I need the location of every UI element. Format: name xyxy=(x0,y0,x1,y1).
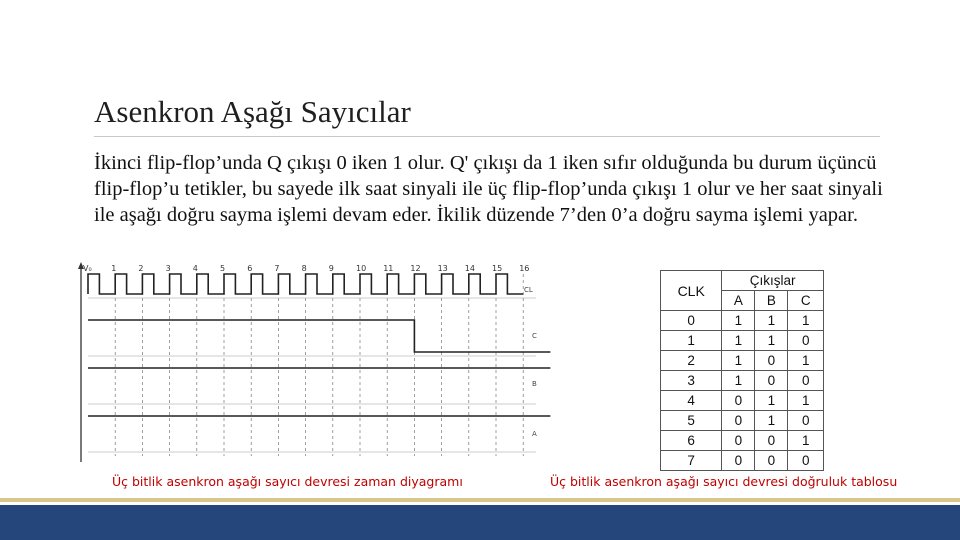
clock-number: 9 xyxy=(328,264,334,273)
signal-label: C xyxy=(532,332,537,340)
waveform-clock xyxy=(88,274,523,294)
clk-header: CLK xyxy=(661,271,722,311)
b-cell: 0 xyxy=(755,371,788,391)
clock-number: 10 xyxy=(356,264,367,273)
truth-row xyxy=(661,451,824,471)
table-caption: Üç bitlik asenkron aşağı sayıcı devresi doğruluk tablosu xyxy=(550,474,898,489)
column-header-b: B xyxy=(755,291,788,311)
waveform-row1 xyxy=(88,320,550,352)
clk-cell: 2 xyxy=(661,351,722,371)
b-cell: 0 xyxy=(755,451,788,471)
truth-row xyxy=(661,351,824,371)
clk-cell: 0 xyxy=(661,311,722,331)
clock-number: 8 xyxy=(301,264,307,273)
truth-row xyxy=(661,371,824,391)
body-paragraph: İkinci flip-flop’unda Q çıkışı 0 iken 1 olur. Q' çıkışı da 1 iken sıfır olduğunda bu durum üçüncü flip-flop’u tetikler, bu sayede ilk saat sinyali ile üç flip-flop’unda çıkışı 1 olur ve her saat sinyali ile aşağı doğru sayma işlemi devam eder. İkilik düzende 7’den 0’a doğru sayma işlemi yapar. xyxy=(94,152,883,226)
c-cell: 0 xyxy=(788,331,824,351)
b-cell: 1 xyxy=(755,311,788,331)
clk-cell: 5 xyxy=(661,411,722,431)
c-cell: 1 xyxy=(788,311,824,331)
signal-label: A xyxy=(532,430,537,438)
truth-row xyxy=(661,411,824,431)
clock-number: 12 xyxy=(410,264,421,273)
truth-row xyxy=(661,331,824,351)
truth-row xyxy=(661,431,824,451)
c-cell: 0 xyxy=(788,451,824,471)
clock-number: 5 xyxy=(220,264,226,273)
truth-row xyxy=(661,311,824,331)
a-cell: 0 xyxy=(722,391,755,411)
slide-title: Asenkron Aşağı Sayıcılar xyxy=(94,94,411,129)
a-cell: 1 xyxy=(722,331,755,351)
b-cell: 1 xyxy=(755,391,788,411)
signal-label: B xyxy=(532,380,537,388)
a-cell: 0 xyxy=(722,431,755,451)
b-cell: 0 xyxy=(755,431,788,451)
a-cell: 0 xyxy=(722,451,755,471)
a-cell: 1 xyxy=(722,351,755,371)
truth-header-row xyxy=(661,271,824,291)
column-header-c: C xyxy=(788,291,824,311)
truth-row xyxy=(661,391,824,411)
title-divider xyxy=(94,136,880,137)
b-cell: 0 xyxy=(755,351,788,371)
clock-number: 3 xyxy=(165,264,171,273)
b-cell: 1 xyxy=(755,411,788,431)
y-axis-label: V₀ xyxy=(83,264,92,273)
a-cell: 1 xyxy=(722,311,755,331)
clk-cell: 1 xyxy=(661,331,722,351)
truth-table-container xyxy=(660,270,824,469)
timing-diagram xyxy=(74,260,536,465)
a-cell: 0 xyxy=(722,411,755,431)
footer-bar xyxy=(0,505,960,540)
column-header-a: A xyxy=(722,291,755,311)
clock-number: 15 xyxy=(492,264,503,273)
c-cell: 1 xyxy=(788,391,824,411)
b-cell: 1 xyxy=(755,331,788,351)
c-cell: 1 xyxy=(788,351,824,371)
clk-cell: 3 xyxy=(661,371,722,391)
clk-cell: 6 xyxy=(661,431,722,451)
clock-number: 13 xyxy=(437,264,448,273)
c-cell: 1 xyxy=(788,431,824,451)
clk-cell: 4 xyxy=(661,391,722,411)
clock-number: 4 xyxy=(192,264,198,273)
clock-number: 7 xyxy=(274,264,280,273)
truth-table xyxy=(660,270,824,471)
footer-accent-line xyxy=(0,498,960,502)
clock-number: 1 xyxy=(111,264,117,273)
clock-number: 11 xyxy=(383,264,394,273)
signal-label: CL xyxy=(524,286,533,294)
clock-number: 2 xyxy=(138,264,144,273)
clock-number: 14 xyxy=(464,264,475,273)
c-cell: 0 xyxy=(788,411,824,431)
clk-cell: 7 xyxy=(661,451,722,471)
a-cell: 1 xyxy=(722,371,755,391)
diagram-caption: Üç bitlik asenkron aşağı sayıcı devresi zaman diyagramı xyxy=(112,474,463,489)
clock-number: 6 xyxy=(247,264,253,273)
outputs-header: Çıkışlar xyxy=(722,271,824,291)
clock-number: 16 xyxy=(519,264,530,273)
c-cell: 0 xyxy=(788,371,824,391)
